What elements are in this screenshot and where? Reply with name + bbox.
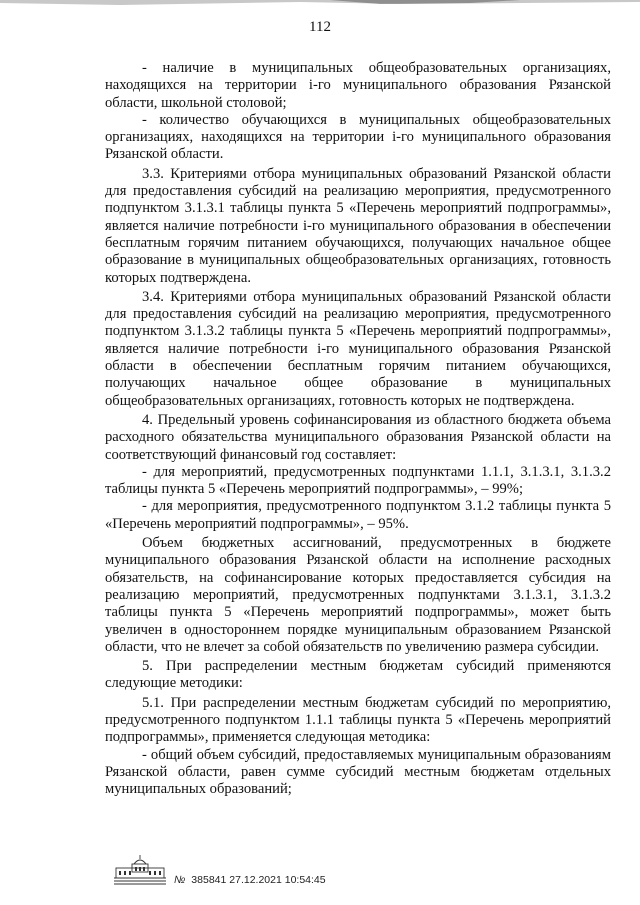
paragraph-5-1: 5.1. При распределении местным бюджетам субсидий по мероприятию, предусмотренного подпунктом 1.1.1 таблицы пункта 5 «Перечень мероприятий подпрограммы», применяется следующая методика: (105, 694, 611, 746)
document-number: 385841 (191, 874, 227, 886)
paragraph-students-count: - количество обучающихся в муниципальных общеобразовательных организациях, находящихся на территории i-го муниципального образования Рязанской области. (105, 111, 611, 163)
paragraph-canteen-criterion: - наличие в муниципальных общеобразовательных организациях, находящихся на территории i-го муниципального образования Рязанской области, школьной столовой; (105, 60, 611, 111)
paragraph-4: 4. Предельный уровень софинансирования из областного бюджета объема расходного обязательства муниципального образования Рязанской области на соответствующий финансовый год составляет: (105, 411, 611, 463)
paragraph-4-item-95: - для мероприятия, предусмотренного подпунктом 3.1.2 таблицы пункта 5 «Перечень мероприятий подпрограммы», – 95%. (105, 498, 611, 532)
page-number: 112 (309, 19, 331, 35)
paragraph-5: 5. При распределении местным бюджетам субсидий применяются следующие методики: (105, 658, 611, 692)
paragraph-3-4: 3.4. Критериями отбора муниципальных образований Рязанской области для предоставления субсидий на реализацию мероприятия, предусмотренного подпунктом 3.1.3.2 таблицы пункта 5 «Перечень мероприятий подпрограммы», является наличие потребности i-го муниципального образования Рязанской области в обеспечении бесплатным горячим питанием обучающихся, получающих начальное общее образование в муниципальных общеобразовательных организациях, готовность которых не подтверждена. (105, 288, 611, 409)
paragraph-budget-volume: Объем бюджетных ассигнований, предусмотренных в бюджете муниципального образования Рязанской области на исполнение расходных обязательств, на софинансирование которых предоставляется субсидия на реализацию мероприятий, предусмотренных подпунктами 3.1.3.1, 3.1.3.2 таблицы пункта 5 «Перечень мероприятий подпрограммы», может быть увеличен в одностороннем порядке муниципальным образованием Рязанской области, что не влечет за собой обязательств по увеличению размера субсидии. (105, 535, 611, 655)
document-footer (112, 850, 412, 890)
document-body (105, 60, 611, 798)
document-number-mark: № (174, 874, 186, 886)
document-registration-stamp (174, 874, 326, 886)
paragraph-total-subsidy: - общий объем субсидий, предоставляемых муниципальным образованиям Рязанской области, равен сумме субсидий местным бюджетам отдельных муниципальных образований; (105, 746, 611, 798)
scan-edge-shadow (0, 0, 640, 6)
paragraph-4-item-99: - для мероприятий, предусмотренных подпунктами 1.1.1, 3.1.3.1, 3.1.3.2 таблицы пункта 5 «Перечень мероприятий подпрограммы», – 99%; (105, 463, 611, 498)
paragraph-3-3: 3.3. Критериями отбора муниципальных образований Рязанской области для предоставления субсидий на реализацию мероприятия, предусмотренного подпунктом 3.1.3.1 таблицы пункта 5 «Перечень мероприятий подпрограммы», является наличие потребности i-го муниципального образования в обеспечении бесплатным горячим питанием обучающихся, получающих начальное общее образование в муниципальных общеобразовательных организациях, готовность которых подтверждена. (105, 165, 611, 286)
government-building-logo-icon (112, 850, 168, 888)
document-datetime: 27.12.2021 10:54:45 (229, 874, 326, 886)
